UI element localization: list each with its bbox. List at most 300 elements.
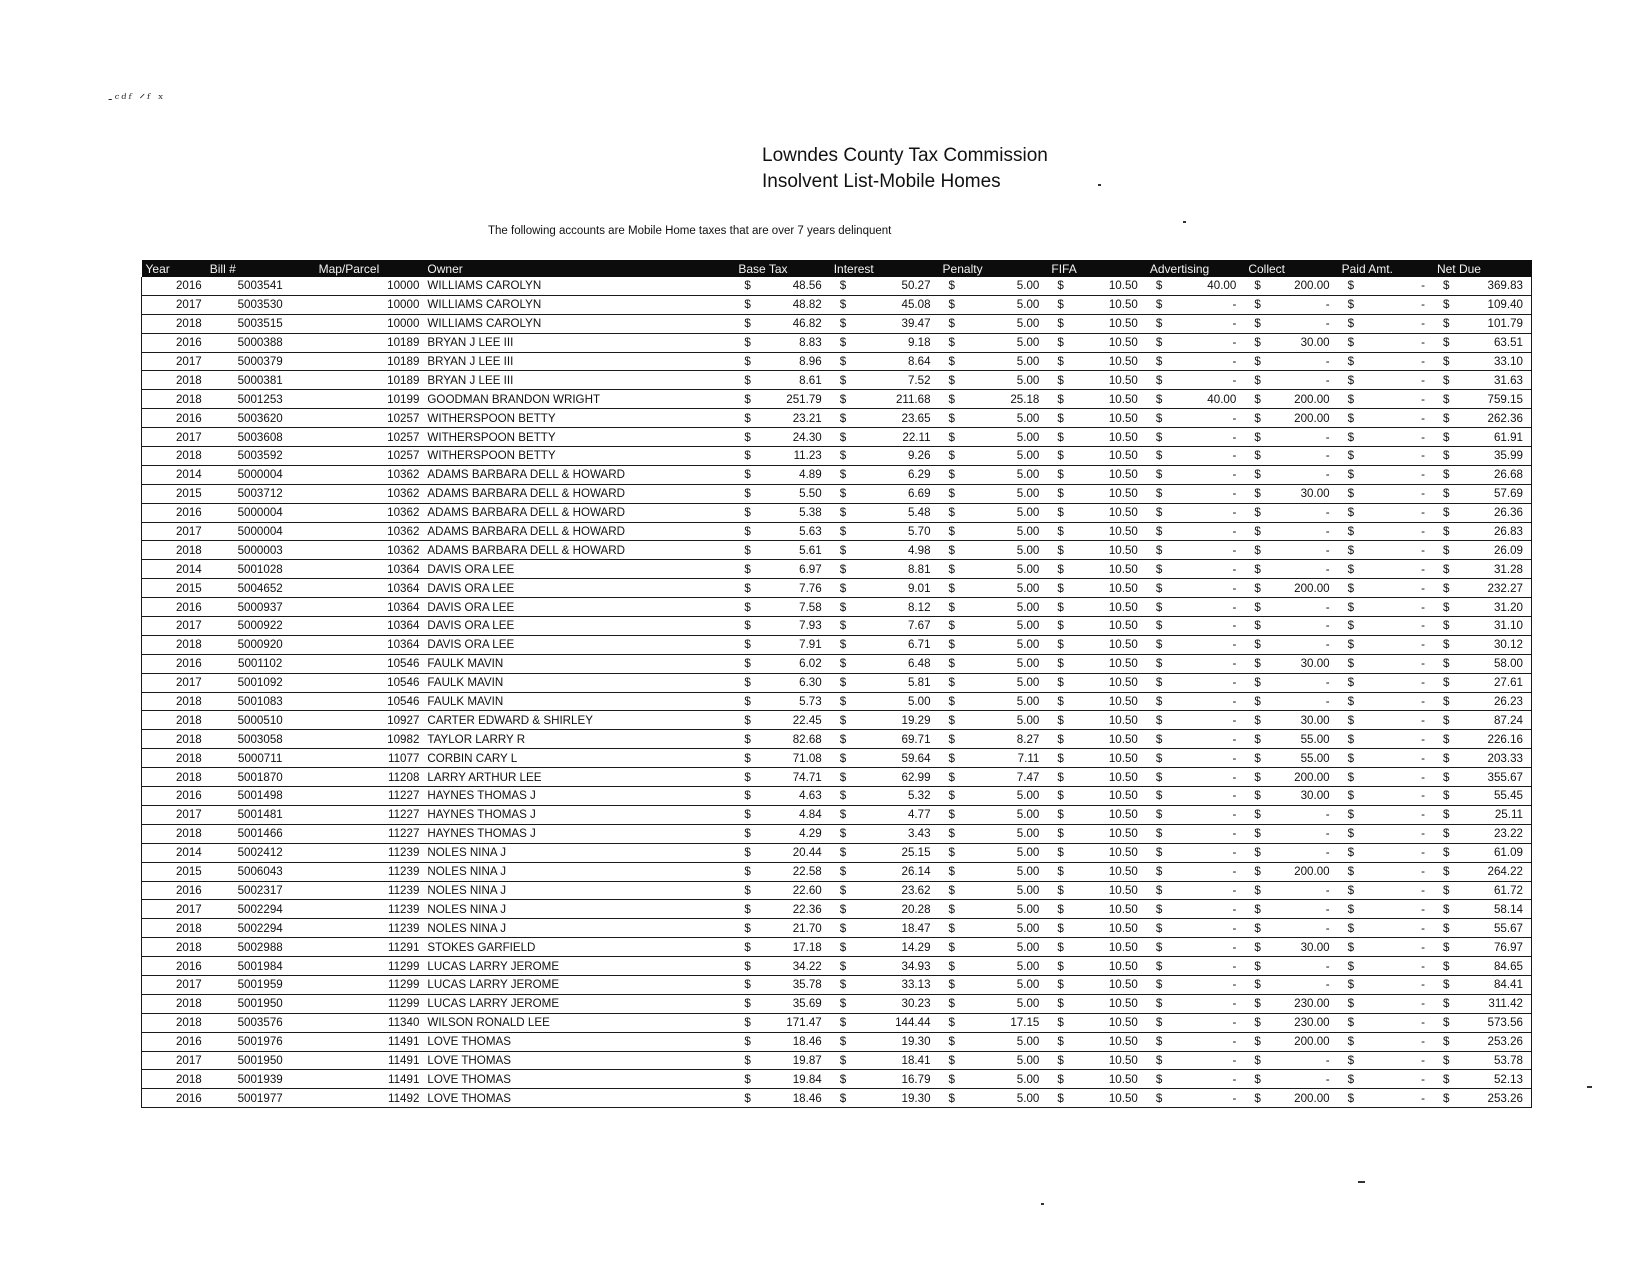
scan-speck	[1098, 184, 1101, 186]
currency-symbol: $	[839, 581, 847, 595]
cell-advertising: $ -	[1146, 635, 1244, 654]
cell-interest: $ 62.99	[830, 768, 939, 787]
currency-symbol: $	[1254, 525, 1261, 539]
cell-net-due: $ 84.41	[1433, 975, 1532, 994]
cell-paid-amt: $ -	[1338, 975, 1433, 994]
currency-symbol: $	[1442, 657, 1450, 671]
currency-symbol: $	[1442, 846, 1450, 860]
currency-symbol: $	[1254, 695, 1261, 709]
currency-symbol: $	[839, 1091, 847, 1105]
cell-year: 2017	[142, 522, 206, 541]
cell-interest: $ 6.48	[830, 654, 939, 673]
scan-speck	[1587, 1086, 1592, 1088]
document-title: Lowndes County Tax Commission	[762, 145, 1048, 166]
cell-map-parcel: 11239	[315, 862, 424, 881]
cell-penalty: $ 5.00	[939, 862, 1048, 881]
cell-bill-number: 5002317	[206, 881, 315, 900]
cell-fifa: $ 10.50	[1047, 295, 1145, 314]
cell-map-parcel: 11227	[315, 824, 424, 843]
table-row	[142, 768, 1532, 787]
currency-symbol: $	[1442, 279, 1450, 293]
cell-fifa: $ 10.50	[1047, 560, 1145, 579]
currency-symbol: $	[839, 468, 847, 482]
cell-year: 2016	[142, 409, 206, 428]
cell-collect: $ 200.00	[1244, 390, 1337, 409]
table-row	[142, 352, 1532, 371]
cell-bill-number: 5001102	[206, 654, 315, 673]
cell-base-tax: $ 23.21	[734, 409, 829, 428]
currency-symbol: $	[1057, 940, 1064, 954]
currency-symbol: $	[839, 1035, 847, 1049]
table-row	[142, 447, 1532, 466]
cell-fifa: $ 10.50	[1047, 994, 1145, 1013]
cell-base-tax: $ 20.44	[734, 843, 829, 862]
col-paid-amt: Paid Amt.	[1338, 260, 1433, 277]
currency-symbol: $	[744, 695, 751, 709]
currency-symbol: $	[744, 1072, 751, 1086]
cell-advertising: $ -	[1146, 692, 1244, 711]
currency-symbol: $	[1254, 355, 1261, 368]
cell-paid-amt: $ -	[1338, 277, 1433, 295]
currency-symbol: $	[1347, 751, 1355, 765]
cell-advertising: $ -	[1146, 730, 1244, 749]
cell-advertising: $ -	[1146, 1013, 1244, 1032]
currency-symbol: $	[1442, 373, 1450, 387]
currency-symbol: $	[839, 846, 847, 860]
cell-bill-number: 5001481	[206, 805, 315, 824]
cell-paid-amt: $ -	[1338, 409, 1433, 428]
cell-penalty: $ 5.00	[939, 503, 1048, 522]
cell-base-tax: $ 22.60	[734, 881, 829, 900]
currency-symbol: $	[839, 392, 847, 406]
cell-map-parcel: 10364	[315, 560, 424, 579]
cell-net-due: $ 25.11	[1433, 805, 1532, 824]
cell-paid-amt: $ -	[1338, 805, 1433, 824]
currency-symbol: $	[948, 902, 955, 916]
cell-advertising: $ -	[1146, 541, 1244, 560]
currency-symbol: $	[839, 525, 847, 539]
table-row	[142, 635, 1532, 654]
cell-fifa: $ 10.50	[1047, 409, 1145, 428]
currency-symbol: $	[1057, 525, 1064, 539]
table-row	[142, 1051, 1532, 1070]
currency-symbol: $	[839, 638, 847, 652]
cell-net-due: $ 311.42	[1433, 994, 1532, 1013]
cell-advertising: $ -	[1146, 465, 1244, 484]
currency-symbol: $	[1254, 506, 1261, 520]
cell-owner: BRYAN J LEE III	[423, 333, 734, 352]
col-interest: Interest	[830, 260, 939, 277]
cell-bill-number: 5003058	[206, 730, 315, 749]
currency-symbol: $	[839, 317, 847, 331]
currency-symbol: $	[1442, 619, 1450, 633]
col-year: Year	[142, 260, 206, 277]
currency-symbol: $	[744, 317, 751, 331]
currency-symbol: $	[839, 940, 847, 954]
currency-symbol: $	[1347, 883, 1355, 897]
cell-year: 2016	[142, 598, 206, 617]
cell-net-due: $ 31.20	[1433, 598, 1532, 617]
currency-symbol: $	[1442, 902, 1450, 916]
cell-owner: CORBIN CARY L	[423, 749, 734, 768]
cell-map-parcel: 11491	[315, 1070, 424, 1089]
currency-symbol: $	[744, 657, 751, 671]
currency-symbol: $	[1057, 827, 1064, 841]
cell-advertising: $ -	[1146, 938, 1244, 957]
cell-owner: WILSON RONALD LEE	[423, 1013, 734, 1032]
currency-symbol: $	[1155, 317, 1163, 331]
currency-symbol: $	[839, 827, 847, 841]
table-row	[142, 900, 1532, 919]
cell-advertising: $ -	[1146, 295, 1244, 314]
cell-paid-amt: $ -	[1338, 824, 1433, 843]
currency-symbol: $	[744, 298, 751, 312]
currency-symbol: $	[839, 506, 847, 520]
currency-symbol: $	[1442, 713, 1450, 727]
currency-symbol: $	[948, 808, 955, 822]
currency-symbol: $	[1155, 713, 1163, 727]
cell-collect: $ 200.00	[1244, 579, 1337, 598]
cell-base-tax: $ 7.93	[734, 617, 829, 636]
currency-symbol: $	[1057, 430, 1064, 444]
cell-paid-amt: $ -	[1338, 1051, 1433, 1070]
cell-penalty: $ 5.00	[939, 1070, 1048, 1089]
cell-penalty: $ 5.00	[939, 295, 1048, 314]
currency-symbol: $	[744, 883, 751, 897]
cell-base-tax: $ 82.68	[734, 730, 829, 749]
currency-symbol: $	[948, 1053, 955, 1067]
cell-fifa: $ 10.50	[1047, 1032, 1145, 1051]
cell-collect: $ -	[1244, 673, 1337, 692]
cell-net-due: $ 26.36	[1433, 503, 1532, 522]
currency-symbol: $	[1057, 997, 1064, 1011]
cell-interest: $ 16.79	[830, 1070, 939, 1089]
cell-map-parcel: 11491	[315, 1032, 424, 1051]
cell-interest: $ 22.11	[830, 428, 939, 447]
cell-interest: $ 6.69	[830, 484, 939, 503]
currency-symbol: $	[1347, 430, 1355, 444]
cell-year: 2017	[142, 428, 206, 447]
currency-symbol: $	[744, 506, 751, 520]
currency-symbol: $	[1057, 355, 1064, 368]
cell-bill-number: 5000003	[206, 541, 315, 560]
currency-symbol: $	[1254, 392, 1261, 406]
cell-bill-number: 5003608	[206, 428, 315, 447]
cell-advertising: $ -	[1146, 503, 1244, 522]
cell-advertising: $ -	[1146, 560, 1244, 579]
currency-symbol: $	[1254, 298, 1261, 312]
currency-symbol: $	[744, 713, 751, 727]
currency-symbol: $	[948, 1091, 955, 1105]
cell-collect: $ -	[1244, 465, 1337, 484]
currency-symbol: $	[1254, 997, 1261, 1011]
cell-penalty: $ 25.18	[939, 390, 1048, 409]
currency-symbol: $	[744, 902, 751, 916]
cell-year: 2018	[142, 768, 206, 787]
currency-symbol: $	[744, 997, 751, 1011]
cell-base-tax: $ 8.83	[734, 333, 829, 352]
cell-interest: $ 5.81	[830, 673, 939, 692]
currency-symbol: $	[1442, 695, 1450, 709]
cell-bill-number: 5003576	[206, 1013, 315, 1032]
currency-symbol: $	[1057, 789, 1064, 803]
currency-symbol: $	[839, 959, 847, 973]
cell-fifa: $ 10.50	[1047, 371, 1145, 390]
currency-symbol: $	[1347, 921, 1355, 935]
cell-owner: NOLES NINA J	[423, 919, 734, 938]
table-row	[142, 409, 1532, 428]
cell-penalty: $ 5.00	[939, 541, 1048, 560]
currency-symbol: $	[1155, 846, 1163, 860]
cell-year: 2014	[142, 560, 206, 579]
cell-penalty: $ 5.00	[939, 654, 1048, 673]
currency-symbol: $	[1347, 279, 1355, 293]
cell-map-parcel: 10927	[315, 711, 424, 730]
cell-year: 2016	[142, 654, 206, 673]
cell-penalty: $ 5.00	[939, 465, 1048, 484]
cell-fifa: $ 10.50	[1047, 881, 1145, 900]
scan-speck	[1358, 1181, 1365, 1183]
cell-base-tax: $ 74.71	[734, 768, 829, 787]
cell-year: 2017	[142, 975, 206, 994]
cell-advertising: $ -	[1146, 711, 1244, 730]
cell-fifa: $ 10.50	[1047, 390, 1145, 409]
currency-symbol: $	[948, 411, 955, 425]
cell-bill-number: 5003592	[206, 447, 315, 466]
currency-symbol: $	[1155, 468, 1163, 482]
cell-paid-amt: $ -	[1338, 333, 1433, 352]
currency-symbol: $	[1057, 1035, 1064, 1049]
cell-collect: $ 30.00	[1244, 711, 1337, 730]
currency-symbol: $	[839, 732, 847, 746]
currency-symbol: $	[1057, 713, 1064, 727]
currency-symbol: $	[1347, 865, 1355, 879]
cell-map-parcel: 10362	[315, 541, 424, 560]
currency-symbol: $	[744, 846, 751, 860]
currency-symbol: $	[1057, 902, 1064, 916]
currency-symbol: $	[1057, 865, 1064, 879]
currency-symbol: $	[948, 846, 955, 860]
currency-symbol: $	[1254, 562, 1261, 576]
cell-owner: FAULK MAVIN	[423, 654, 734, 673]
cell-interest: $ 69.71	[830, 730, 939, 749]
cell-paid-amt: $ -	[1338, 938, 1433, 957]
currency-symbol: $	[744, 468, 751, 482]
cell-penalty: $ 17.15	[939, 1013, 1048, 1032]
currency-symbol: $	[839, 1053, 847, 1067]
currency-symbol: $	[948, 543, 955, 557]
cell-map-parcel: 10257	[315, 447, 424, 466]
currency-symbol: $	[1442, 732, 1450, 746]
cell-base-tax: $ 6.30	[734, 673, 829, 692]
cell-fifa: $ 10.50	[1047, 522, 1145, 541]
currency-symbol: $	[839, 902, 847, 916]
cell-fifa: $ 10.50	[1047, 862, 1145, 881]
cell-paid-amt: $ -	[1338, 484, 1433, 503]
table-row	[142, 749, 1532, 768]
table-row	[142, 862, 1532, 881]
currency-symbol: $	[1347, 732, 1355, 746]
cell-map-parcel: 10257	[315, 428, 424, 447]
cell-advertising: $ -	[1146, 881, 1244, 900]
currency-symbol: $	[948, 770, 955, 784]
table-row	[142, 919, 1532, 938]
cell-net-due: $ 355.67	[1433, 768, 1532, 787]
cell-bill-number: 5001092	[206, 673, 315, 692]
cell-advertising: $ -	[1146, 598, 1244, 617]
cell-paid-amt: $ -	[1338, 352, 1433, 371]
cell-bill-number: 5001950	[206, 994, 315, 1013]
currency-symbol: $	[948, 468, 955, 482]
currency-symbol: $	[1347, 411, 1355, 425]
currency-symbol: $	[1442, 959, 1450, 973]
cell-interest: $ 26.14	[830, 862, 939, 881]
cell-owner: FAULK MAVIN	[423, 692, 734, 711]
col-parcel: Map/Parcel	[315, 260, 424, 277]
cell-map-parcel: 10362	[315, 465, 424, 484]
cell-owner: NOLES NINA J	[423, 843, 734, 862]
currency-symbol: $	[1347, 392, 1355, 406]
cell-fifa: $ 10.50	[1047, 1070, 1145, 1089]
cell-collect: $ -	[1244, 447, 1337, 466]
table-row	[142, 465, 1532, 484]
currency-symbol: $	[1155, 676, 1163, 690]
cell-base-tax: $ 5.50	[734, 484, 829, 503]
currency-symbol: $	[744, 355, 751, 368]
table-row	[142, 295, 1532, 314]
cell-owner: STOKES GARFIELD	[423, 938, 734, 957]
col-fifa: FIFA	[1047, 260, 1145, 277]
cell-paid-amt: $ -	[1338, 881, 1433, 900]
currency-symbol: $	[1155, 449, 1163, 463]
currency-symbol: $	[1057, 373, 1064, 387]
currency-symbol: $	[948, 883, 955, 897]
currency-symbol: $	[744, 978, 751, 992]
cell-year: 2017	[142, 900, 206, 919]
currency-symbol: $	[744, 600, 751, 614]
table-row	[142, 428, 1532, 447]
cell-interest: $ 18.41	[830, 1051, 939, 1070]
cell-owner: LARRY ARTHUR LEE	[423, 768, 734, 787]
cell-net-due: $ 61.72	[1433, 881, 1532, 900]
currency-symbol: $	[1442, 336, 1450, 350]
cell-penalty: $ 5.00	[939, 522, 1048, 541]
currency-symbol: $	[1057, 562, 1064, 576]
cell-fifa: $ 10.50	[1047, 314, 1145, 333]
cell-map-parcel: 11227	[315, 787, 424, 806]
cell-net-due: $ 58.14	[1433, 900, 1532, 919]
cell-base-tax: $ 5.38	[734, 503, 829, 522]
currency-symbol: $	[1057, 1091, 1064, 1105]
currency-symbol: $	[839, 770, 847, 784]
cell-interest: $ 5.32	[830, 787, 939, 806]
currency-symbol: $	[1442, 1035, 1450, 1049]
cell-advertising: $ -	[1146, 617, 1244, 636]
cell-base-tax: $ 7.58	[734, 598, 829, 617]
cell-map-parcel: 10362	[315, 522, 424, 541]
cell-advertising: $ -	[1146, 1070, 1244, 1089]
currency-symbol: $	[1254, 487, 1261, 501]
cell-net-due: $ 27.61	[1433, 673, 1532, 692]
currency-symbol: $	[1442, 487, 1450, 501]
cell-paid-amt: $ -	[1338, 692, 1433, 711]
currency-symbol: $	[744, 1016, 751, 1030]
cell-penalty: $ 5.00	[939, 994, 1048, 1013]
currency-symbol: $	[744, 921, 751, 935]
cell-base-tax: $ 35.69	[734, 994, 829, 1013]
cell-collect: $ -	[1244, 881, 1337, 900]
cell-fifa: $ 10.50	[1047, 598, 1145, 617]
cell-bill-number: 5001950	[206, 1051, 315, 1070]
currency-symbol: $	[948, 581, 955, 595]
cell-advertising: $ -	[1146, 862, 1244, 881]
currency-symbol: $	[1155, 506, 1163, 520]
table-row	[142, 333, 1532, 352]
currency-symbol: $	[948, 959, 955, 973]
cell-map-parcel: 10257	[315, 409, 424, 428]
cell-fifa: $ 10.50	[1047, 900, 1145, 919]
cell-year: 2018	[142, 314, 206, 333]
currency-symbol: $	[1254, 600, 1261, 614]
cell-penalty: $ 5.00	[939, 787, 1048, 806]
currency-symbol: $	[839, 883, 847, 897]
cell-paid-amt: $ -	[1338, 994, 1433, 1013]
currency-symbol: $	[1347, 317, 1355, 331]
currency-symbol: $	[1155, 1091, 1163, 1105]
cell-bill-number: 5000004	[206, 503, 315, 522]
cell-collect: $ -	[1244, 635, 1337, 654]
currency-symbol: $	[1347, 1053, 1355, 1067]
currency-symbol: $	[1057, 770, 1064, 784]
currency-symbol: $	[744, 619, 751, 633]
cell-penalty: $ 7.11	[939, 749, 1048, 768]
table-row	[142, 1089, 1532, 1108]
cell-advertising: $ -	[1146, 371, 1244, 390]
table-row	[142, 787, 1532, 806]
currency-symbol: $	[1057, 751, 1064, 765]
cell-interest: $ 25.15	[830, 843, 939, 862]
currency-symbol: $	[948, 695, 955, 709]
currency-symbol: $	[839, 336, 847, 350]
cell-advertising: $ -	[1146, 768, 1244, 787]
currency-symbol: $	[1057, 392, 1064, 406]
cell-advertising: $ -	[1146, 1032, 1244, 1051]
cell-advertising: $ 40.00	[1146, 277, 1244, 295]
cell-collect: $ 230.00	[1244, 994, 1337, 1013]
cell-base-tax: $ 48.56	[734, 277, 829, 295]
currency-symbol: $	[1442, 298, 1450, 312]
currency-symbol: $	[1254, 865, 1261, 879]
currency-symbol: $	[839, 449, 847, 463]
currency-symbol: $	[1155, 581, 1163, 595]
cell-bill-number: 5003541	[206, 277, 315, 295]
cell-owner: DAVIS ORA LEE	[423, 635, 734, 654]
cell-paid-amt: $ -	[1338, 673, 1433, 692]
cell-paid-amt: $ -	[1338, 465, 1433, 484]
cell-owner: LOVE THOMAS	[423, 1032, 734, 1051]
cell-interest: $ 6.71	[830, 635, 939, 654]
cell-collect: $ 30.00	[1244, 654, 1337, 673]
cell-bill-number: 5000004	[206, 465, 315, 484]
cell-map-parcel: 10189	[315, 333, 424, 352]
currency-symbol: $	[1442, 978, 1450, 992]
cell-advertising: $ -	[1146, 749, 1244, 768]
currency-symbol: $	[1442, 1072, 1450, 1086]
currency-symbol: $	[744, 1091, 751, 1105]
cell-year: 2016	[142, 1032, 206, 1051]
col-collect: Collect	[1244, 260, 1337, 277]
cell-interest: $ 14.29	[830, 938, 939, 957]
